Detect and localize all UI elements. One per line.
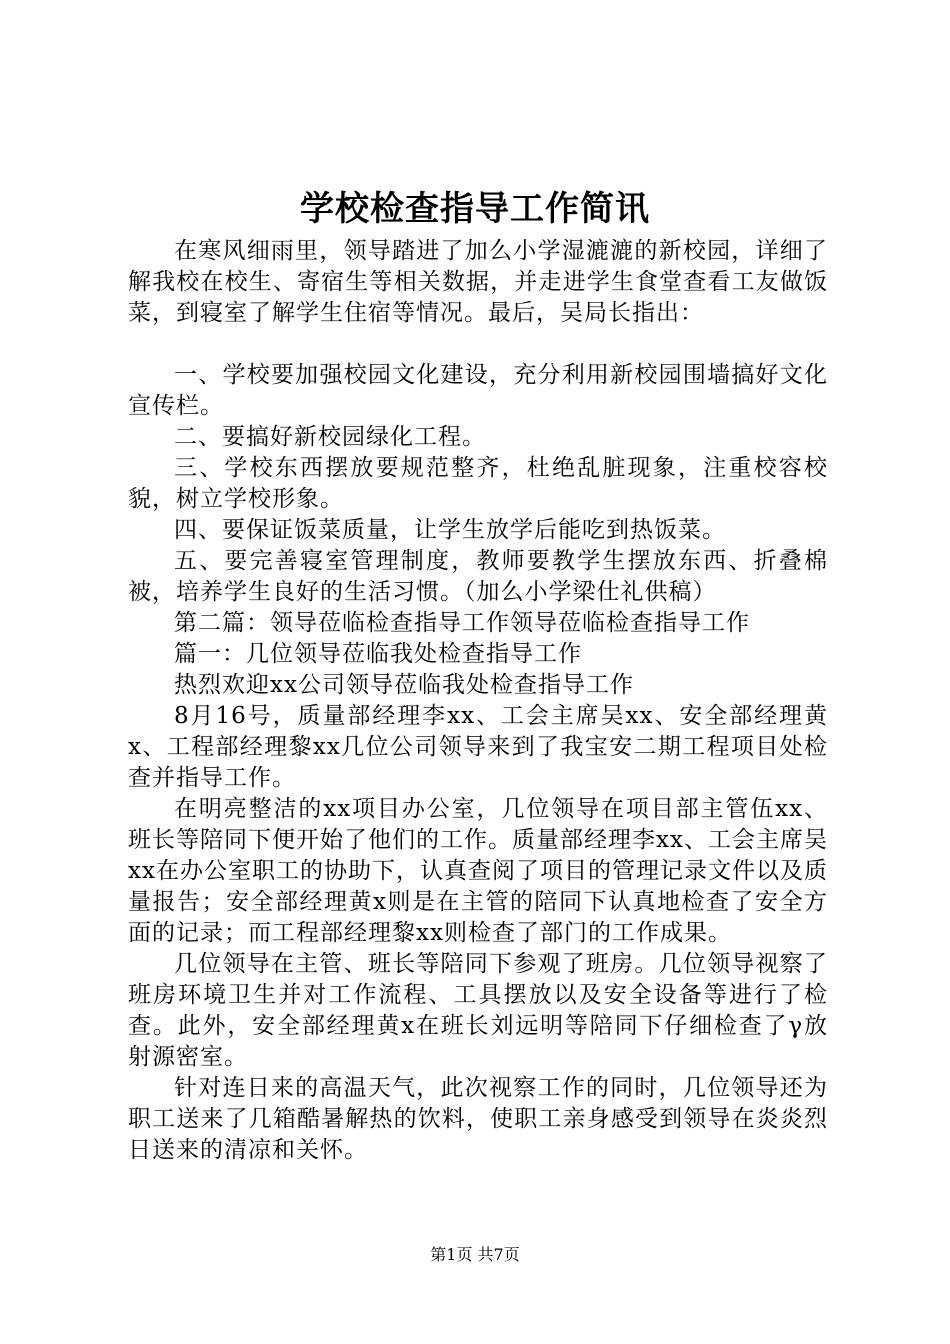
page-number-footer: 第1页 共7页 (430, 1245, 520, 1264)
paragraph-point-4: 四、要保证饭菜质量，让学生放学后能吃到热饭菜。 (174, 517, 726, 543)
paragraph-point-1: 一、学校要加强校园文化建设，充分利用新校园围墙搞好文化宣传栏。 (128, 362, 828, 419)
paragraph-office-inspection: 在明亮整洁的xx项目办公室，几位领导在项目部主管伍xx、班长等陪同下便开始了他们的工作。质量部经理李xx、工会主席吴xx在办公室职工的协助下，认真查阅了项目的管理记录文件以及质量报告；安全部经理黄x则是在主管的陪同下认真地检查了安全方面的记录；而工程部经理黎xx则检查了部门的工作成果。 (128, 796, 828, 946)
welcome-line: 热烈欢迎xx公司领导莅临我处检查指导工作 (174, 672, 634, 698)
paragraph-site-visit: 几位领导在主管、班长等陪同下参观了班房。几位领导视察了班房环境卫生并对工作流程、工具摆放以及安全设备等进行了检查。此外，安全部经理黄x在班长刘远明等陪同下仔细检查了γ放射源密室。 (128, 951, 828, 1070)
paragraph-point-2: 二、要搞好新校园绿化工程。 (174, 424, 486, 450)
paragraph-intro: 在寒风细雨里，领导踏进了加么小学湿漉漉的新校园，详细了解我校在校生、寄宿生等相关数据，并走进学生食堂查看工友做饭菜，到寝室了解学生住宿等情况。最后，吴局长指出： (128, 238, 828, 326)
document-title: 学校检查指导工作简讯 (300, 189, 650, 229)
paragraph-point-5: 五、要完善寝室管理制度，教师要教学生摆放东西、折叠棉被，培养学生良好的生活习惯。（加么小学梁仕礼供稿） (128, 548, 828, 605)
paragraph-care: 针对连日来的高温天气，此次视察工作的同时，几位领导还为职工送来了几箱酷暑解热的饮料，使职工亲身感受到领导在炎炎烈日送来的清凉和关怀。 (128, 1075, 828, 1163)
document-body (128, 236, 828, 1166)
section-heading-part-two: 第二篇：领导莅临检查指导工作领导莅临检查指导工作 (174, 610, 750, 636)
section-heading-article-one: 篇一：几位领导莅临我处检查指导工作 (174, 641, 582, 667)
paragraph-point-3: 三、学校东西摆放要规范整齐，杜绝乱脏现象，注重校容校貌，树立学校形象。 (128, 455, 828, 512)
paragraph-visit-date: 8月16号，质量部经理李xx、工会主席吴xx、安全部经理黄x、工程部经理黎xx几位公司领导来到了我宝安二期工程项目处检查并指导工作。 (128, 703, 828, 791)
